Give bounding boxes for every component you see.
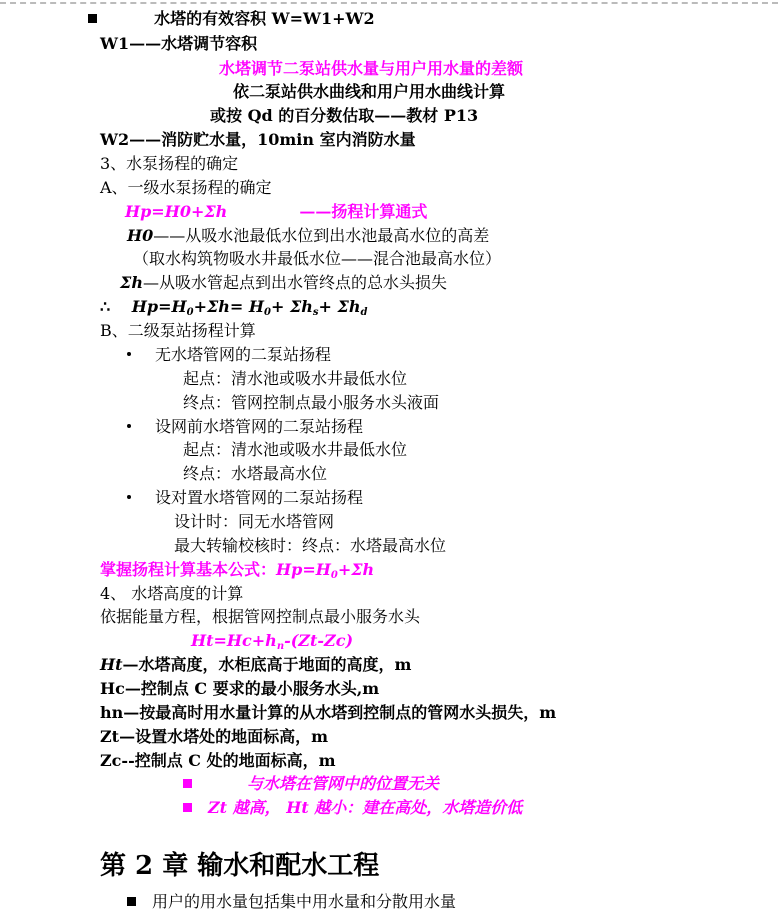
chapter-2-heading: 第 2 章 输水和配水工程 — [100, 851, 380, 881]
line-h0-example: （取水构筑物吸水井最低水位——混合池最高水位） — [133, 249, 502, 268]
magenta-square-bullet-icon — [183, 779, 192, 788]
line-water-tower-volume: 水塔的有效容积 W=W1+W2 — [88, 9, 375, 29]
line-zc-definition: Zc--控制点 C 处的地面标高，m — [100, 751, 336, 770]
line-w1-method-1: 依二泵站供水曲线和用户用水曲线计算 — [233, 82, 506, 101]
line-hn-definition: hn—按最高时用水量计算的从水塔到控制点的管网水头损失，m — [100, 703, 557, 722]
line-master-formula: 掌握扬程计算基本公式：$Hp=H_0+\Sigma h$ — [100, 560, 375, 581]
line-tower-height-formula: $Ht=Hc+h_n-(Zt-Zc)$ — [191, 631, 354, 652]
dot-bullet-icon — [127, 495, 131, 499]
bullet-user-water-demand: 用户的用水量包括集中用水量和分散用水量 — [127, 892, 456, 912]
square-bullet-icon — [127, 897, 136, 906]
note-build-high: Zt 越高， Ht 越小：建在高处，水塔造价低 — [183, 798, 522, 818]
bullet-opposite-tower: 设对置水塔管网的二泵站扬程 — [127, 488, 363, 508]
line-sum-h-definition: Σh—从吸水管起点到出水管终点的总水头损失 — [120, 273, 447, 292]
line-ht-definition: Ht—水塔高度，水柜底高于地面的高度，m — [100, 655, 412, 674]
note-position-independent: 与水塔在管网中的位置无关 — [183, 774, 439, 794]
square-bullet-icon — [88, 14, 97, 23]
line-w1-definition: 水塔调节二泵站供水量与用户用水量的差额 — [219, 59, 524, 78]
subsection-b-heading: B、二级泵站扬程计算 — [100, 321, 256, 340]
line-front-tower-end: 终点：水塔最高水位 — [183, 464, 328, 483]
line-front-tower-start: 起点：清水池或吸水井最低水位 — [183, 440, 408, 459]
line-hp-expanded: ∴ $Hp=H_0+\Sigma h= H_0+ \Sigma h_s+ \Sigma h_d$ — [100, 297, 368, 318]
line-w1: W1——水塔调节容积 — [100, 34, 258, 53]
subsection-a-heading: A、一级水泵扬程的确定 — [100, 178, 272, 197]
line-opposite-tower-check: 最大转输校核时：终点：水塔最高水位 — [174, 536, 447, 555]
line-no-tower-end: 终点：管网控制点最小服务水头液面 — [183, 393, 440, 412]
formula-hp-note: ——扬程计算通式 — [299, 202, 428, 221]
bullet-front-tower: 设网前水塔管网的二泵站扬程 — [127, 417, 363, 437]
dot-bullet-icon — [127, 424, 131, 428]
line-w1-method-2: 或按 Qd 的百分数估取——教材 P13 — [210, 106, 479, 125]
line-no-tower-start: 起点：清水池或吸水井最低水位 — [183, 369, 408, 388]
page-top-border — [0, 2, 778, 4]
bullet-no-tower: 无水塔管网的二泵站扬程 — [127, 345, 331, 365]
section-4-heading: 4、 水塔高度的计算 — [100, 584, 244, 603]
line-energy-equation: 依据能量方程，根据管网控制点最小服务水头 — [100, 607, 421, 626]
line-h0-definition: H0——从吸水池最低水位到出水池最高水位的高差 — [127, 226, 490, 245]
line-w2: W2——消防贮水量，10min 室内消防水量 — [100, 130, 416, 149]
line-zt-definition: Zt—设置水塔处的地面标高，m — [100, 727, 329, 746]
line-hc-definition: Hc—控制点 C 要求的最小服务水头,m — [100, 679, 380, 698]
magenta-square-bullet-icon — [183, 803, 192, 812]
section-3-heading: 3、水泵扬程的确定 — [100, 154, 239, 173]
line-head-formula — [125, 202, 427, 222]
line-opposite-tower-design: 设计时：同无水塔管网 — [174, 512, 335, 531]
dot-bullet-icon — [127, 352, 131, 356]
formula-hp: Hp=H0+Σh — [125, 202, 228, 221]
